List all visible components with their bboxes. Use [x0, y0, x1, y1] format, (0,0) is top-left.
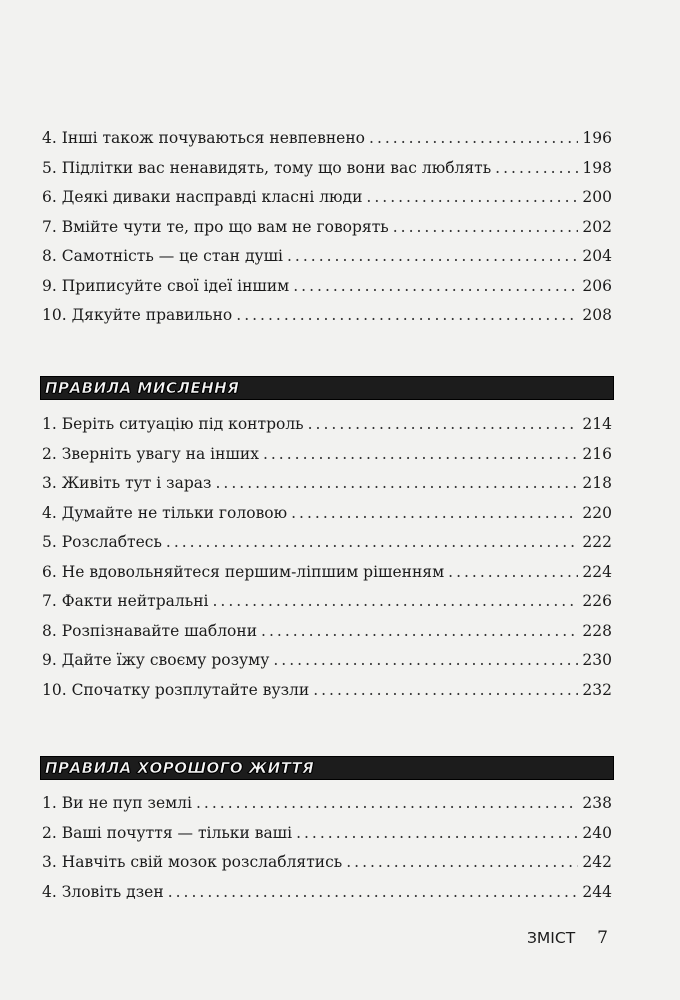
toc-entry-page: 230: [582, 651, 612, 669]
toc-entry-page: 224: [582, 562, 612, 581]
leader-dots: [263, 440, 578, 470]
leader-dots: [273, 646, 578, 676]
leader-dots: [296, 819, 578, 849]
leader-dots: [448, 558, 578, 588]
toc-entry[interactable]: [42, 124, 612, 154]
toc-entry-page: 226: [582, 592, 612, 610]
leader-dots: [293, 272, 578, 302]
toc-entry-page: 208: [582, 306, 612, 324]
toc-entry-page: 216: [582, 444, 612, 463]
toc-entry[interactable]: [42, 469, 612, 499]
toc-entry-page: 240: [582, 823, 612, 842]
toc-list-continued: [42, 124, 612, 331]
toc-list-thinking: [42, 410, 612, 705]
toc-entry-page: 238: [582, 794, 612, 812]
toc-entry[interactable]: [42, 440, 612, 470]
toc-entry-title: 9. Дайте їжу своєму розуму: [42, 651, 270, 669]
leader-dots: [313, 676, 578, 706]
toc-entry-title: 1. Ви не пуп землі: [42, 794, 192, 812]
leader-dots: [168, 878, 579, 908]
toc-entry-title: 5. Розслабтесь: [42, 533, 162, 551]
toc-entry-page: 196: [582, 129, 612, 147]
toc-entry-title: 2. Ваші почуття — тільки ваші: [42, 823, 293, 842]
toc-entry[interactable]: [42, 272, 612, 302]
toc-entry[interactable]: [42, 587, 612, 617]
leader-dots: [393, 213, 579, 243]
toc-entry-title: 10. Спочатку розплутайте вузли: [42, 680, 310, 699]
leader-dots: [495, 154, 578, 184]
toc-entry[interactable]: [42, 242, 612, 272]
toc-entry-title: 7. Факти нейтральні: [42, 592, 209, 610]
leader-dots: [366, 183, 578, 213]
toc-entry-title: 6. Деякі диваки насправді класні люди: [42, 188, 363, 206]
toc-entry-page: 206: [582, 276, 612, 295]
footer-label: ЗМІСТ: [526, 929, 576, 947]
toc-entry-page: 214: [582, 415, 612, 433]
leader-dots: [236, 301, 578, 331]
toc-entry[interactable]: [42, 154, 612, 184]
toc-entry-page: 228: [582, 621, 612, 640]
toc-entry[interactable]: [42, 789, 612, 819]
toc-entry-title: 10. Дякуйте правильно: [42, 306, 233, 324]
toc-entry-title: 8. Самотність — це стан душі: [42, 247, 283, 265]
toc-entry[interactable]: [42, 213, 612, 243]
page-number: 7: [597, 928, 608, 948]
toc-entry[interactable]: [42, 819, 612, 849]
toc-entry-page: 218: [582, 474, 612, 492]
toc-entry-page: 220: [582, 503, 612, 522]
section-title: ПРАВИЛА ХОРОШОГО ЖИТТЯ: [45, 759, 315, 777]
toc-entry[interactable]: [42, 878, 612, 908]
leader-dots: [346, 848, 578, 878]
toc-entry-page: 222: [582, 533, 612, 551]
leader-dots: [196, 789, 578, 819]
toc-entry[interactable]: [42, 646, 612, 676]
toc-entry-title: 7. Вмійте чути те, про що вам не говорять: [42, 217, 389, 236]
leader-dots: [287, 242, 578, 272]
toc-entry-page: 232: [582, 680, 612, 699]
leader-dots: [166, 528, 579, 558]
toc-entry-page: 242: [582, 853, 612, 871]
toc-entry[interactable]: [42, 410, 612, 440]
toc-entry-title: 5. Підлітки вас ненавидять, тому що вони вас люблять: [42, 158, 492, 177]
toc-entry-page: 244: [582, 882, 612, 901]
toc-entry-page: 198: [582, 158, 612, 177]
leader-dots: [369, 124, 578, 154]
toc-entry-title: 4. Зловіть дзен: [42, 882, 164, 901]
toc-entry-page: 204: [582, 247, 612, 265]
toc-entry[interactable]: [42, 617, 612, 647]
toc-entry[interactable]: [42, 848, 612, 878]
toc-entry-title: 3. Навчіть свій мозок розслаблятись: [42, 853, 343, 871]
toc-entry[interactable]: [42, 301, 612, 331]
toc-entry-title: 4. Інші також почуваються невпевнено: [42, 129, 366, 147]
toc-entry-title: 2. Зверніть увагу на інших: [42, 444, 259, 463]
section-title: ПРАВИЛА МИСЛЕННЯ: [45, 379, 240, 397]
toc-entry-page: 200: [582, 188, 612, 206]
leader-dots: [291, 499, 578, 529]
leader-dots: [261, 617, 578, 647]
leader-dots: [213, 587, 579, 617]
toc-entry[interactable]: [42, 528, 612, 558]
toc-entry[interactable]: [42, 183, 612, 213]
leader-dots: [308, 410, 579, 440]
toc-entry-title: 4. Думайте не тільки головою: [42, 503, 288, 522]
section-header-good-life: [40, 756, 614, 780]
toc-entry-page: 202: [582, 217, 612, 236]
leader-dots: [215, 469, 578, 499]
toc-entry[interactable]: [42, 558, 612, 588]
toc-entry-title: 1. Беріть ситуацію під контроль: [42, 415, 304, 433]
toc-entry-title: 6. Не вдовольняйтеся першим-ліпшим рішенням: [42, 562, 445, 581]
toc-entry-title: 3. Живіть тут і зараз: [42, 474, 212, 492]
toc-list-good-life: [42, 789, 612, 907]
toc-entry[interactable]: [42, 499, 612, 529]
section-header-thinking: [40, 376, 614, 400]
toc-entry-title: 9. Приписуйте свої ідеї іншим: [42, 276, 290, 295]
toc-entry[interactable]: [42, 676, 612, 706]
toc-entry-title: 8. Розпізнавайте шаблони: [42, 621, 258, 640]
page-footer: [527, 928, 608, 948]
